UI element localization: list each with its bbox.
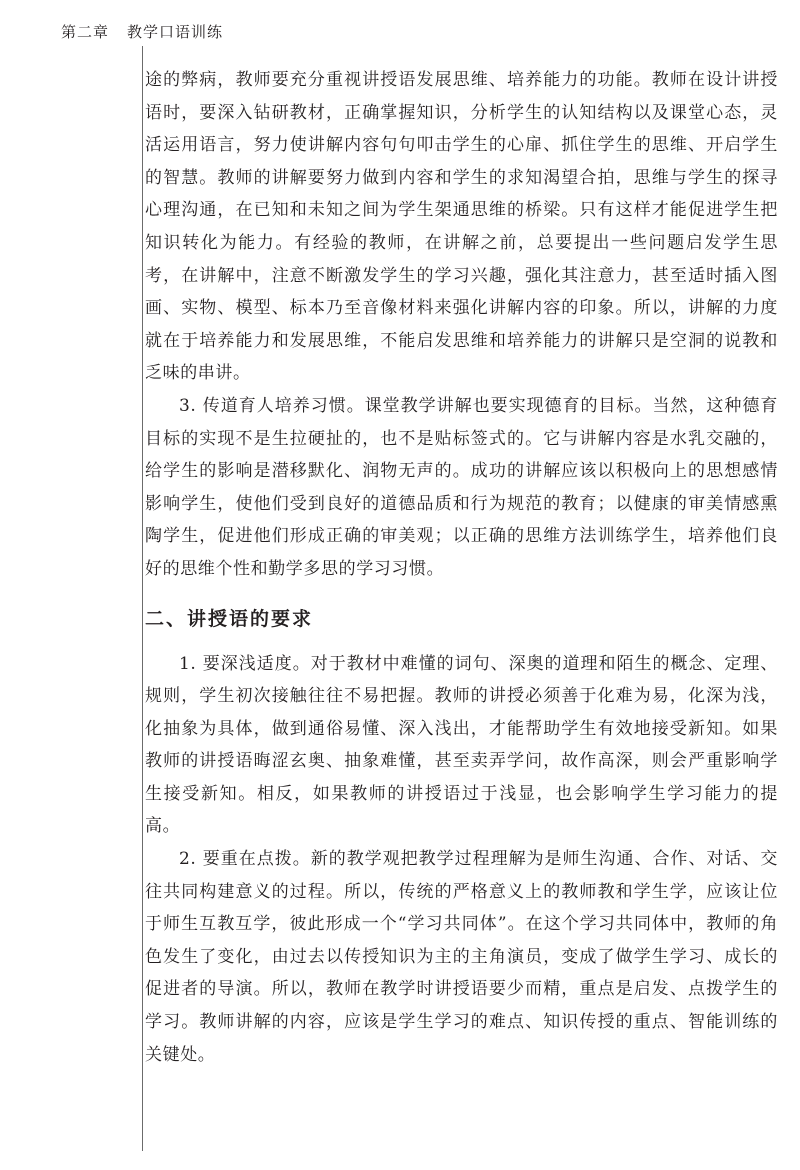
paragraph-continued: 途的弊病，教师要充分重视讲授语发展思维、培养能力的功能。教师在设计讲授语时，要深入钻研教材，正确掌握知识，分析学生的认知结构以及课堂心态，灵活运用语言，努力使讲解内容句句叩击学生的心扉、抓住学生的思维、开启学生的智慧。教师的讲解要努力做到内容和学生的求知渴望合拍，思维与学生的探寻心理沟通，在已知和未知之间为学生架通思维的桥梁。只有这样才能促进学生把知识转化为能力。有经验的教师，在讲解之前，总要提出一些问题启发学生思考，在讲解中，注意不断激发学生的学习兴趣，强化其注意力，甚至适时插入图画、实物、模型、标本乃至音像材料来强化讲解内容的印象。所以，讲解的力度就在于培养能力和发展思维，不能启发思维和培养能力的讲解只是空洞的说教和乏味的串讲。 <box>145 70 778 384</box>
section-heading: 二、讲授语的要求 <box>145 607 314 630</box>
chapter-number: 第二章 <box>61 23 110 41</box>
running-header <box>61 22 223 42</box>
paragraph-item-1: 1. 要深浅适度。对于教材中难懂的词句、深奥的道理和陌生的概念、定理、规则，学生初次接触往往不易把握。教师的讲授必须善于化难为易，化深为浅，化抽象为具体，做到通俗易懂、深入浅出，才能帮助学生有效地接受新知。如果教师的讲授语晦涩玄奥、抽象难懂，甚至卖弄学问，故作高深，则会严重影响学生接受新知。相反，如果教师的讲授语过于浅显，也会影响学生学习能力的提高。 <box>145 653 778 837</box>
margin-rule <box>142 46 143 1151</box>
paragraph-item-2: 2. 要重在点拨。新的教学观把教学过程理解为是师生沟通、合作、对话、交往共同构建意义的过程。所以，传统的严格意义上的教师教和学生学，应该让位于师生互教互学，彼此形成一个“学习共同体”。在这个学习共同体中，教师的角色发生了变化，由过去以传授知识为主的主角演员，变成了做学生学习、成长的促进者的导演。所以，教师在教学时讲授语要少而精，重点是启发、点拨学生的学习。教师讲解的内容，应该是学生学习的难点、知识传授的重点、智能训练的关键处。 <box>145 849 778 1065</box>
page-body <box>145 64 778 1071</box>
paragraph-item-3: 3. 传道育人培养习惯。课堂教学讲解也要实现德育的目标。当然，这种德育目标的实现不是生拉硬扯的，也不是贴标签式的。它与讲解内容是水乳交融的，给学生的影响是潜移默化、润物无声的。成功的讲解应该以积极向上的思想感情影响学生，使他们受到良好的道德品质和行为规范的教育；以健康的审美情感熏陶学生，促进他们形成正确的审美观；以正确的思维方法训练学生，培养他们良好的思维个性和勤学多思的学习习惯。 <box>145 395 778 579</box>
chapter-title: 教学口语训练 <box>127 23 224 41</box>
